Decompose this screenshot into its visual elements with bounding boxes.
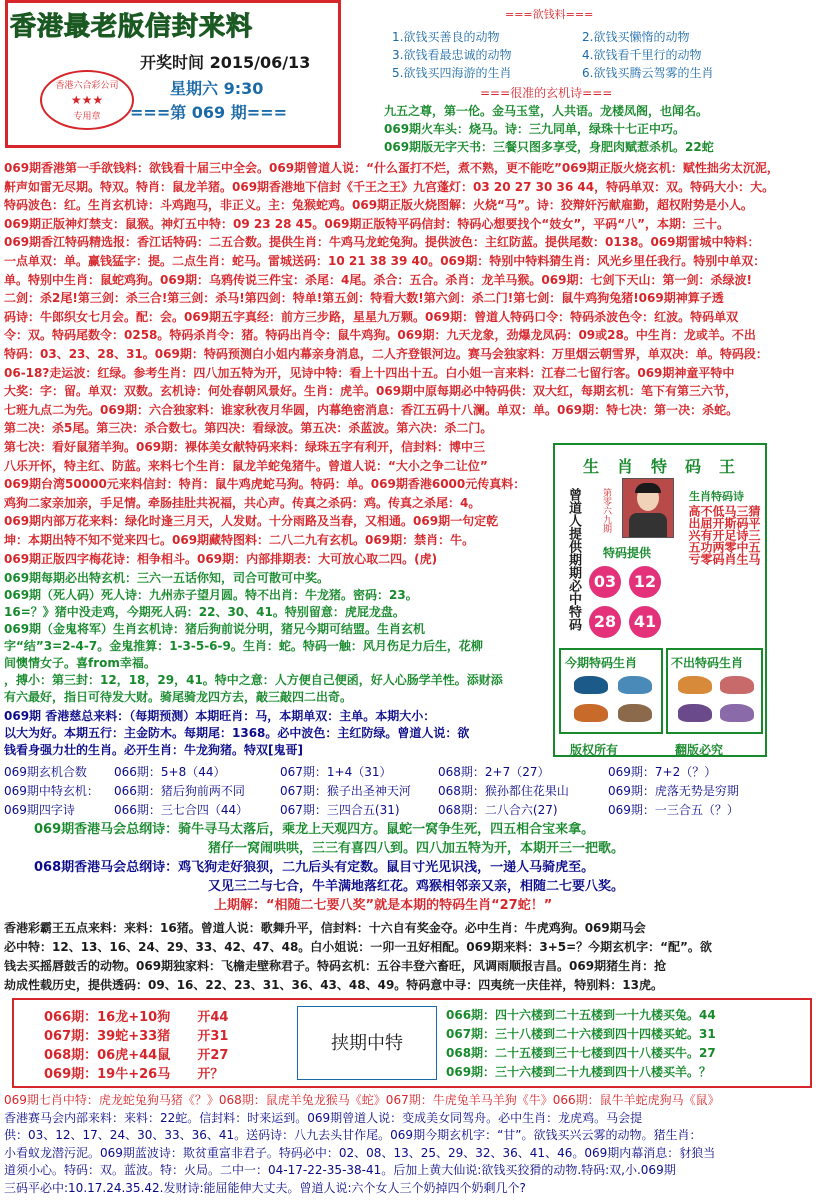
king-vertical-caption: 曾道人提供期期必中特码 bbox=[566, 488, 581, 631]
footer-text-line: 道须小心。特码：双。蓝波。特：火局。二中一：04-17-22-35-38-41。后加上黄大仙说:欲钱买狡猾的动物.特码:双,小.069期 bbox=[4, 1163, 676, 1177]
main-text-line: 二剑：杀2尾!第三剑：杀三合!第三剑：杀马!第四剑：特单!第五剑：特看大数!第六剑：杀二门!第七剑：鼠牛鸡狗兔猪!069期神算子透 bbox=[4, 291, 724, 306]
footer-text-line: 三码平必中:10.17.24.35.42.发财诗:能屈能伸大丈夫。曾道人说:六个女人三个奶掉四个奶剩几个? bbox=[4, 1180, 526, 1195]
green-text-line: 字“结”3=2-4-7。金鬼推算：1-3-5-6-9。生肖：蛇。特码一触：风月伤足力后生，花柳 bbox=[4, 639, 483, 653]
poem-column: 不屈有功零 bbox=[699, 505, 713, 565]
history-cell: 066期：三七合四（44） bbox=[114, 803, 249, 817]
history-cell: 067期：1+4（31） bbox=[280, 765, 392, 779]
footer-text-block bbox=[4, 1092, 824, 1198]
buy-item: 6.欲钱买腾云驾雾的生肖 bbox=[582, 66, 714, 80]
main-text-line: 坤：本期出特不知不觉来四七。069期藏特图料：二八二九有玄机。069期：禁肖：牛。 bbox=[4, 533, 475, 547]
green-text-line: 16=？》猪中没走鸡，今期死人码：22、30、41。特别留意：虎屁龙盘。 bbox=[4, 605, 405, 619]
rabbit-icon bbox=[720, 704, 754, 722]
poem-line: 上期解：“相随二七要八奖”就是本期的特码生肖“27蛇！” bbox=[214, 898, 553, 913]
main-text-line: 单。特别中生肖：鼠蛇鸡狗。069期：乌鸦传说三件宝：杀尾：4尾。杀合：五合。杀肖：龙羊马猴。069期：七剑下天山：第一剑：杀绿波! bbox=[4, 272, 752, 287]
rooster-icon bbox=[574, 704, 608, 722]
poem-line: 069期香港马会总纲诗：骑牛寻马太落后，乘龙上天观四方。鼠蛇一窝争生死，四五相合宝来拿。 bbox=[34, 822, 595, 837]
lucky-number-ball: 28 bbox=[589, 606, 621, 638]
main-text-line: 06-18?走运波：红绿。参考生肖：四八加五特为开，见诗中特：看上十四出十五。白小姐一言来料：江春二七留行客。069期神童平特中 bbox=[4, 365, 735, 380]
jiaqi-result: 开？ bbox=[197, 1067, 224, 1082]
special-poem-label: 生肖特码诗 bbox=[689, 490, 744, 503]
jiaqi-result: 开27 bbox=[197, 1048, 229, 1063]
main-text-line: 069期香港第一手欲钱料：欲钱看十届三中全会。069期曾道人说：“什么蛋打不烂，煮不熟，更不能吃”069期正版火烧玄机：赋性拙劣太沉泥， bbox=[4, 161, 779, 175]
jiaqi-issue: 067期：39蛇+33猪 bbox=[44, 1029, 171, 1044]
jiaqi-result: 开31 bbox=[197, 1029, 229, 1044]
main-text-line: 码诗：牛郎织女七月会。配：会。069期五字真经：前方三步路，星星九万颗。069期：曾道人特码口令：特码杀波色令：红波。特码单双 bbox=[4, 309, 739, 324]
main-text-line: 大奖：字：留。单双：双数。玄机诗：何处春朝风景好。生肖：虎羊。069期中原每期必中特码供：双大红，每期玄机：笔下有第三六节， bbox=[4, 384, 738, 399]
history-cell: 069期：虎落无势是穷期 bbox=[608, 784, 739, 798]
special-code-provide-label: 特码提供 bbox=[603, 546, 652, 560]
poem-column: 猜平三五马 bbox=[747, 505, 761, 565]
poem-line: 又见三二与七合，牛羊满地落红花。鸡猴相邻亲又亲，相随二七要八奖。 bbox=[208, 879, 625, 894]
footer-text-line: 069期七肖中特：虎龙蛇兔狗马猪《？》068期：鼠虎羊兔龙猴马《蛇》067期：牛虎兔羊马羊狗《牛》066期：鼠牛羊蛇虎狗马《鼠》 bbox=[4, 1093, 720, 1107]
buy-item: 1.欲钱买善良的动物 bbox=[392, 30, 500, 44]
special-poem-columns bbox=[685, 505, 761, 629]
main-text-line: 七班九点二为先。069期：六合独家料：谁家秋夜月华圆，内幕绝密消息：香江五码十八澜。单双：单。069期：特七决：第一决：杀蛇。 bbox=[4, 402, 739, 417]
history-cell: 069期：一三合五（？） bbox=[608, 803, 739, 817]
bottom-text-line: 必中特：12、13、16、24、29、33、42、47、48。白小姐说：一卯一丑好相配。069期来料：3+5=？今期玄机字：“配”。欲 bbox=[4, 940, 712, 954]
copyright-right: 翻版必究 bbox=[675, 743, 724, 757]
lucky-number-ball: 41 bbox=[629, 606, 661, 638]
buy-item: 5.欲钱买四海游的生肖 bbox=[392, 66, 512, 80]
blue-text-line: 以大为好。本期五行：主金防木。每期尾：1368。必中波色：主红防绿。曾道人说：欲 bbox=[4, 726, 470, 740]
poem-column: 高出兴五亏 bbox=[687, 505, 701, 565]
main-text-line: 鸡狗二家亲加亲，手足情。牵肠挂肚共祝福，共心声。传真之杀码：鸡。传真之杀尾：4。 bbox=[4, 495, 481, 510]
jiaqi-right-row: 066期：四十六楼到二十五楼到一十九楼买兔。44 bbox=[446, 1008, 716, 1022]
jiaqi-left-row bbox=[44, 1063, 223, 1082]
poem-column: 低开开两码 bbox=[711, 505, 725, 565]
main-text-line: 069期正版四字梅花诗：相争相斗。069期：内部排期表：大可放心取二四。(虎) bbox=[4, 551, 438, 566]
history-cell: 067期：三四合五(31) bbox=[280, 803, 400, 817]
green-text-line: ，搏小：第三封：12，18，29，41。特中之意：人方便自己便函，好人心肠学羊性。添财添 bbox=[4, 673, 503, 687]
jiaqi-left-row bbox=[44, 1044, 228, 1063]
main-text-line: 069期台湾50000元来料信封：特肖：鼠牛鸡虎蛇马狗。特码：单。069期香港6000元传真料： bbox=[4, 477, 526, 492]
poem-column: 三码诗中生 bbox=[735, 505, 749, 565]
rat-icon bbox=[678, 704, 712, 722]
history-cell: 069期中特玄机： bbox=[4, 784, 99, 798]
jiaqi-left-row bbox=[44, 1006, 228, 1025]
bottom-text-line: 香港彩霸王五点来料：来料：16猪。曾道人说：歌舞升平，信封料：十六自有奖金夺。必中生肖：牛虎鸡狗。069期马会 bbox=[4, 921, 646, 935]
xuanji-line: 069期火车头：烧马。诗：三九同单，绿珠十七正中巧。 bbox=[384, 122, 686, 136]
blue-text-line: 069期 香港慈总来料：（每期预测）本期旺肖：马，本期单双：主单。本期大小： bbox=[4, 709, 436, 723]
jiaqi-issue: 069期：19牛+26马 bbox=[44, 1067, 171, 1082]
seal-stars: ★★★ bbox=[70, 93, 104, 107]
main-text-line: 069期香江特码精选报：香江话特码：二五合数。提供生肖：牛鸡马龙蛇兔狗。提供波色：主红防蓝。提供尾数：0138。069期雷城中特料： bbox=[4, 235, 760, 250]
jiaqi-result: 开44 bbox=[197, 1010, 229, 1025]
history-cell: 066期：猪后狗前两不同 bbox=[114, 784, 245, 798]
portrait-photo bbox=[622, 478, 674, 538]
main-text-line: 069期内部万花来料：绿化时逢三月天，人发财。十分雨路及当春，又相通。069期一句定乾 bbox=[4, 514, 499, 529]
main-text-line: 八乐开怀，特主红、防蓝。来料七个生肖：鼠龙羊蛇兔猪牛。曾道人说：“大小之争二让位” bbox=[4, 458, 488, 473]
jiaqi-label: 挟期中特 bbox=[297, 1006, 437, 1080]
copyright-left: 版权所有 bbox=[570, 743, 619, 757]
main-text-line: 第七决：看好鼠猪羊狗。069期：裸体美女献特码来料：绿珠五字有利开，信封料：博中三 bbox=[4, 440, 486, 454]
tiger-icon bbox=[618, 676, 652, 694]
main-text-line: 一点单双：单。赢钱猛字：提。二点生肖：蛇马。雷城送码：10 21 38 39 40。069期：特别中特料猜生肖：风光乡里任我行。特别中单双： bbox=[4, 254, 766, 268]
bottom-text-line: 钱去买摇唇鼓舌的动物。069期独家料：飞檐走壁称君子。特码玄机：五谷丰登六畜旺，风调雨顺报吉昌。069期猪生肖：抢 bbox=[4, 959, 667, 973]
main-text-line: 第二决：杀5尾。第三决：杀合数七。第四决：看绿波。第五决：杀蓝波。第六决：杀二门。 bbox=[4, 421, 493, 436]
poem-line: 068期香港马会总纲诗：鸡飞狗走好狼狈，二九后头有定数。鼠目寸光见识浅，一递人马骑虎至。 bbox=[34, 860, 595, 875]
xuanji-line: 069期版无字天书：三餐只图多享受，身肥肉赋惹杀机。22蛇 bbox=[384, 140, 714, 154]
draw-weekday-time: 星期六 9:30 bbox=[170, 79, 264, 98]
green-text-line: 069期（金鬼将军）生肖玄机诗：猪后狗前说分明，猪兄今期可结盟。生肖玄机 bbox=[4, 622, 426, 636]
main-text-line: 鼾声如雷无尽期。特双。特肖：鼠龙羊猪。069期香港地下信封《千王之王》九宫蓬灯：03 20 27 30 36 44，特码单双：双。特码大小：大。 bbox=[4, 179, 775, 194]
main-text-line: 特码波色：红。生肖玄机诗：斗鸡跑马，非正义。主：兔猴蛇鸡。069期正版火烧图解：火烧“马”。诗：狡辩奸污献雇勤，超权附势是小人。 bbox=[4, 198, 753, 213]
poem-line: 猪仔一窝闹哄哄，三三有喜四八到。四八加五特为开，本期开三一把歌。 bbox=[208, 841, 625, 856]
jiaqi-issue: 068期：06虎+44鼠 bbox=[44, 1048, 171, 1063]
ox-icon bbox=[574, 676, 608, 694]
history-cell: 069期四字诗 bbox=[4, 803, 75, 817]
history-cell: 066期：5+8（44） bbox=[114, 765, 226, 779]
not-appear-zodiac-title: 不出特码生肖 bbox=[671, 656, 744, 670]
main-text-line: 069期正版神灯禁支：鼠猴。神灯五中特：09 23 28 45。069期正版特平码信封：特码心想要找个“妓女”，平码“八”，本期：三十。 bbox=[4, 216, 729, 231]
poem-column: 马斯足零肖 bbox=[723, 505, 737, 565]
horse-icon bbox=[678, 676, 712, 694]
history-cell: 068期：二八合六(27) bbox=[438, 803, 558, 817]
main-text-line: 特码：03、23、28、31。069期：特码预测白小姐内幕亲身消息，二人齐登银河边。赛马会独家料：万里烟云朝雪界，单双决：单。特码段： bbox=[4, 347, 768, 361]
history-cell: 067期：猴子出圣神天河 bbox=[280, 784, 411, 798]
history-cell: 069期：7+2（？） bbox=[608, 765, 717, 779]
king-issue-vertical: 第零六九期 bbox=[601, 488, 611, 533]
king-panel-title: 生肖特码王 bbox=[583, 457, 754, 476]
footer-text-line: 小看蚁龙潜污泥。069期蓝波诗：欺贫重富非君子。特码必中：02、08、13、25、29、32、36、41、46。069期内幕消息：豺狼当 bbox=[4, 1145, 716, 1160]
buy-item: 4.欲钱看千里行的动物 bbox=[582, 48, 702, 62]
jiaqi-right-row: 068期：二十五楼到三十七楼到四十八楼买牛。27 bbox=[446, 1046, 716, 1060]
jiaqi-left-row bbox=[44, 1025, 228, 1044]
this-issue-zodiac-title: 今期特码生肖 bbox=[565, 656, 638, 670]
footer-text-line: 香港赛马会内部来料：来料：22蛇。信封料：时来运到。069期曾道人说：变成美女同驾舟。必中生肖：龙虎鸡。马会提 bbox=[4, 1110, 643, 1125]
draw-date: 开奖时间 2015/06/13 bbox=[140, 53, 311, 72]
issue-number: ===第 069 期=== bbox=[130, 103, 287, 122]
lucky-number-ball: 12 bbox=[629, 566, 661, 598]
buy-item: 3.欲钱看最忠诚的动物 bbox=[392, 48, 512, 62]
green-text-line: 有六最好，指日可待发大财。骑尾骑龙四方去，敲三敲四二出奇。 bbox=[4, 690, 353, 704]
company-seal bbox=[40, 70, 134, 130]
green-text-line: 069期每期必出特玄机：三六一五话你知，司合可散可中奖。 bbox=[4, 571, 330, 585]
dog-icon bbox=[618, 704, 652, 722]
history-table bbox=[4, 764, 824, 824]
seal-bottom-text: 专用章 bbox=[73, 112, 101, 122]
buy-item: 2.欲钱买懒惰的动物 bbox=[582, 30, 690, 44]
buy-list-title: ===欲钱料=== bbox=[505, 8, 594, 21]
bottom-text-line: 劫成性载历史，提供透码：09、16、22、23、31、36、43、48、49。特码意中寻：四夷统一庆佳祥，特别料：13虎。 bbox=[4, 978, 663, 992]
jiaqi-right-row: 069期：三十六楼到二十九楼到四十八楼买羊。？ bbox=[446, 1065, 712, 1079]
blue-text-line: 钱看身强力壮的生肖。必开生肖：牛龙狗猪。特双[鬼哥] bbox=[4, 743, 303, 757]
jiaqi-issue: 066期：16龙+10狗 bbox=[44, 1010, 171, 1025]
lucky-number-ball: 03 bbox=[589, 566, 621, 598]
history-cell: 068期：猴孙都住花果山 bbox=[438, 784, 569, 798]
page-title: 香港最老版信封来料 bbox=[10, 12, 254, 42]
poem-block bbox=[4, 822, 824, 922]
history-cell: 068期：2+7（27） bbox=[438, 765, 550, 779]
xuanji-line: 九五之尊，第一伦。金马玉堂，人共语。龙楼凤阁，也闻名。 bbox=[384, 104, 709, 118]
bottom-text-block bbox=[4, 920, 824, 996]
main-text-line: 令：双。特码尾数令：0258。特码杀肖令：猪。特码出肖令：鼠牛鸡狗。069期：九天龙象，劲爆龙凤码：09或28。中生肖：龙或羊。不出 bbox=[4, 328, 756, 343]
history-cell: 069期玄机合数 bbox=[4, 765, 87, 779]
pig-icon bbox=[720, 676, 754, 694]
footer-text-line: 供：03、12、17、24、30、33、36、41。送码诗：八九去头甘作尾。069期今期玄机字：“甘”。欲钱买兴云雾的动物。猪生肖： bbox=[4, 1128, 702, 1142]
jiaqi-right-row: 067期：三十八楼到二十六楼到四十四楼买蛇。31 bbox=[446, 1027, 716, 1041]
green-text-line: 间懊情女子。喜from幸福。 bbox=[4, 656, 156, 670]
green-text-line: 069期（死人码）死人诗：九州赤子望月圆。特不出肖：牛龙猪。密码：23。 bbox=[4, 588, 418, 602]
xuanji-title: ===很准的玄机诗=== bbox=[480, 86, 613, 100]
seal-top-text: 香港六合彩公司 bbox=[55, 81, 119, 91]
